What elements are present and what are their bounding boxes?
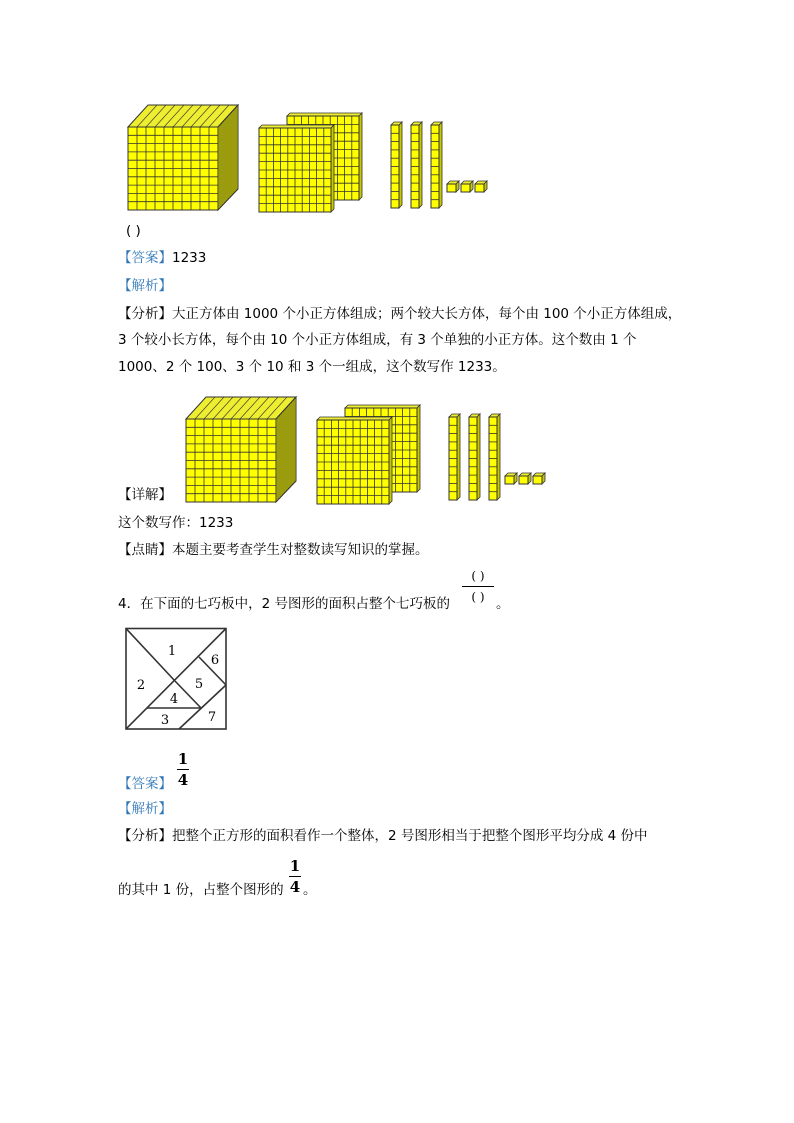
fenxi-4-line-2: 的其中 1 份，占整个图形的 <box>118 882 284 898</box>
fenxi-denominator: 4 <box>289 878 301 896</box>
dianjing-line <box>118 541 429 559</box>
fenxi-numerator: 1 <box>289 857 301 875</box>
base-ten-blocks-figure <box>120 100 500 215</box>
detail-text: 这个数写作：1233 <box>118 515 234 531</box>
answer-value: 1233 <box>172 250 207 266</box>
answer-denominator: 4 <box>177 771 189 789</box>
fenxi-label: 【分析】 <box>118 306 172 322</box>
one-cube <box>533 476 542 484</box>
one-cube <box>505 476 514 484</box>
dianjing-label: 【点睛】 <box>118 542 172 558</box>
analysis-label-4: 【解析】 <box>118 801 172 817</box>
question-4: 4．在下面的七巧板中，2 号图形的面积占整个七巧板的 <box>118 596 450 612</box>
question-end: 。 <box>496 596 510 612</box>
tangram-label-7: 7 <box>207 710 217 725</box>
analysis-label: 【解析】 <box>118 278 172 294</box>
fenxi-end: 。 <box>303 882 317 898</box>
detail-label: 【详解】 <box>118 487 172 503</box>
base-ten-blocks-figure-detail <box>178 392 558 507</box>
tangram-label-1: 1 <box>167 644 177 659</box>
one-cube <box>519 476 528 484</box>
blank-denominator: ( ) <box>471 590 485 604</box>
tangram-label-6: 6 <box>210 653 220 668</box>
fenxi-line-1 <box>118 305 681 323</box>
tangram-label-5: 5 <box>194 677 204 692</box>
tangram-label-2: 2 <box>136 678 146 693</box>
tangram-label-3: 3 <box>160 713 170 728</box>
one-cube <box>447 184 456 192</box>
answer-label-4: 【答案】 <box>118 776 172 792</box>
one-cube <box>461 184 470 192</box>
answer-line <box>118 249 206 267</box>
one-cube <box>475 184 484 192</box>
answer-label: 【答案】 <box>118 250 172 266</box>
answer-numerator: 1 <box>177 750 189 768</box>
question-fraction-blank <box>462 567 494 606</box>
answer-fraction <box>177 750 189 789</box>
blank-numerator: ( ) <box>471 569 485 583</box>
fenxi-label-4: 【分析】 <box>118 828 172 844</box>
answer-blank: ( ) <box>126 223 141 239</box>
fenxi-line-3: 1000、2 个 100、3 个 10 和 3 个一组成，这个数写作 1233。 <box>118 359 506 375</box>
fenxi-line-2: 3 个较小长方体，每个由 10 个小正方体组成，有 3 个单独的小正方体。这个数由 1 个 <box>118 332 637 348</box>
tangram-figure <box>120 622 232 734</box>
fenxi-text: 大正方体由 1000 个小正方体组成；两个较大长方体，每个由 100 个小正方体组成， <box>172 306 682 322</box>
fenxi-4-line-1 <box>118 827 648 845</box>
fenxi-4-text: 把整个正方形的面积看作一个整体，2 号图形相当于把整个图形平均分成 4 份中 <box>172 828 648 844</box>
fenxi-fraction <box>289 857 301 896</box>
tangram-label-4: 4 <box>169 692 179 707</box>
dianjing-text: 本题主要考查学生对整数读写知识的掌握。 <box>172 542 429 558</box>
